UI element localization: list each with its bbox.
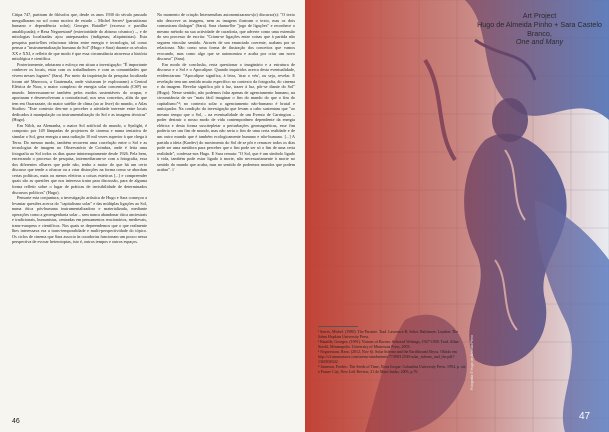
paragraph: Em modo de conclusão, resta questionar o imaginário e a estrutura de discurso e o Sol e o Apocalipse. Quando inquiridos acerca desta eventualidade, evidenciaram: "Apocalipse significa, à letra, 'tirar o véu', ou seja, revelar. E revelação tem um sentido muito específico no contexto da fotografia, do cinema e da imagem. Revelar significa pôr à luz, trazer à luz, pôr-se diante do Sol" (Hugo). Nesse sentido, não podemos falar apenas de agenciamento humano, na circunstância de ser "mais fácil imaginar o fim do mundo do que o fim do capitalismo"⁴; no contexto solar o agenciamento não-humano é brutal e anticipador. Na condição da investigação que levam a cabo sustentam que "ao mesmo tempo que o Sol, – na eventualidade de um Evento de Carrington – poder destruir o nosso modo de vida contemporâneo dependente da energia elétrica e desta forma suscitepletar a perturbações geomagnéticas, esse fim poderia ser um fim de mundo, mas não seria o fim de uma certa realidade e de um outro mundo que é também ecologicamente humano e não-humano. [...] A partida a ideia (Kardev) do movimento do Sol de se pôr e renascer todos os dias pode ser uma metáfora para perceber que o fim pode ser só o fim de uma certa realidade", confessa-nos Hugo. E Sara remata: "O Sol, que é um símbolo ligado à vida, também pode estar ligado à morte, não necessariamente à morte no sentido do mundo que acaba, mas no sentido de podermos mundos que podem acabar". // bbox=[157, 61, 295, 173]
paragraph: Pensarte esta conjuntura, a investigação artística de Hugo e Sara começou a levantar questões acerca do "capitalismo solar" e das múltiplas ligações ao Sol, numa ótica pós-humana instrumentalizadora e materializada, mediante operações como a geoengenharia solar – sem nunca abandonar ótica anciestrais e tradicionais, humanistas, centradas em pensamentos reacionários, medievais, trans-europeus e científicos. Nos quais se depreendemos que o que realmente lhes interessava era a trans-temporalidade e multi-perspectividade do tópico. Os ciclos de cinema que Sara associa às curadorias funcionam um pouco nessa perspectiva de evocar heterotopias, isto é, outros tempos e outros espaços. bbox=[12, 195, 147, 245]
section-label: Art Project bbox=[522, 11, 557, 20]
text-column-2 bbox=[157, 12, 295, 173]
page-number-right: 47 bbox=[579, 411, 591, 422]
paragraph: Posteriormente, adotaram o esforço em situar a investigação: "É importante conhecer os locais, estar com os trabalhadores e com as comunidades que vivem nesses lugares" (Sara). Por meio da inquietação da pesquisa localizada foram até Marrocos, a Guatemala, onde visitaram (e exploraram) a Central Elétrica de Noor, o maior complexo de energia solar concentrada (CSP) no mundo. Interessaram-se também pelos modos sustentáveis do ocupar, e aportaram e desenvolveram a contrafactual, nos seus conceitos, aliás do que tem em Ouarzazate, do maior satélite de clima (ao ar livre) do mundo, o Atlas Studios: "Este contexto deu-me a perceber a atividade inerente entre locais dedicados à manipulação ou instrumentalização do Sol e as imagens técnicas" (Hugo). bbox=[12, 61, 147, 123]
photo-credit: Fotografia © Hugo de Almeida Pinho bbox=[470, 334, 474, 390]
paragraph: No momento de criação Intersensibas autonomizaram-s(o) discurso(s): "O texto não descreve as imagens, nem as imagens ilustram o texto, mas os dois comunicam dialogar" (Sara). Sara chama-lhe "jogo de ligações" e reconhece o mesmo método na sua actividade de curadoria, que adverte como uma extensão do seu processo de escrita: "Criam-se ligações entre coisas que à partida não seguem vincular sentido. Através de um enunciado coerente, acabam por se relacionar. Não como uma forma de ilustração dos conceitos que vamos evocando, mas como algo que se autonomiza e acaba por criar um novo discurso" (Sara). bbox=[157, 12, 295, 62]
paragraph: Citipa 747, partiram de filósofos que, desde os anos 1930 do século passado mergulharam no sol como motivo de estudo – Michel Serres¹ (parasitismo humano e dependência solar); Georges Bataille² (excesso e partilha amaldiçoada); e Reza Negarestani³ (exterioridade do abismo cósmico) –, e de mitologias localizadas ajou antepassados (indígenas; aliquimistas). Esta pesquisa partiu-lhes relacionar ideias entre energia e tecnologia, tal como pensar a "instrumentalização humana do Sol" (Hugo e Sara) durante os séculos XX e XXI, e refletir de que modo é que essa circunstância atravessa a história mitológica e científica. bbox=[12, 12, 147, 62]
footnote-divider bbox=[318, 326, 358, 327]
article-title-block bbox=[472, 12, 607, 47]
paragraph: Em Nilch, na Alemanha, o maior Sol artificial do mundo, o Synlight, é composto por 149 lâmpadas de projetores de cinema e numa tentativa de simular o Sol, gera energia a uma radiação 10 mil vezes superior à que chega à Terra. Do mesmo modo, também recorrem uma correlação entre o Sol e as tecnologias de imagem no Observatório de Coimbra, onde é feita uma fotografia ao Sol todos os dias quase ininterruptamente desde 1926. Pela bem, encerrando o processo de pesquisa, intermediaram-se com a fotografia, essa dos diferentes olhares que pode não, tenho a maior do que há um certo discurso que tende a ofuscar ou a criar distorções na forma como se abordam certas políticas, mais ou menos efetivas a coisas esteticas [...] e compreender quais são as questões que nos interessa tratar para discussão, para de alguma forma refletir sobre o lugar de práticas de invisibilidade de determinados discursos políticos" (Hugo). bbox=[12, 122, 147, 195]
project-title: One and Many bbox=[515, 37, 564, 47]
footnotes bbox=[318, 329, 468, 374]
footnote: ⁴ Jameson, Fredric. The Seeds of Time, Nova Iorque: Columbia University Press, 1994, p. xii; e Future City, New Left Review, 21 de Maio/Junho, 2003, p.76. bbox=[318, 364, 467, 374]
footnote: ¹ Serres, Michel. (1980). The Parasite. Trad. Lawrence R. Schei. Baltimore, London: The Johns Hopkins University Press. bbox=[318, 329, 459, 339]
page-number-left: 46 bbox=[12, 418, 20, 425]
authors: Hugo de Almeida Pinho + Sara Castelo Branco, bbox=[477, 19, 602, 38]
text-column-1 bbox=[12, 12, 147, 245]
footnote: ³ Negarestani, Reza. (2012, Nov 6). Solar Inferno and the Earthbound Abyss. Obtido em http://s3.amazonaws.com/arena-attachments/77498/12530-solar_inferno_and_the.pdf?1365830342 bbox=[318, 349, 457, 364]
footnote: ² Bataille, Georges. (1991). Visions of Excess: Selected Writings, 1927-1939. Trad. Allan Stoekl, Minneapolis: University of Minnesota Press, 2003. bbox=[318, 339, 459, 349]
